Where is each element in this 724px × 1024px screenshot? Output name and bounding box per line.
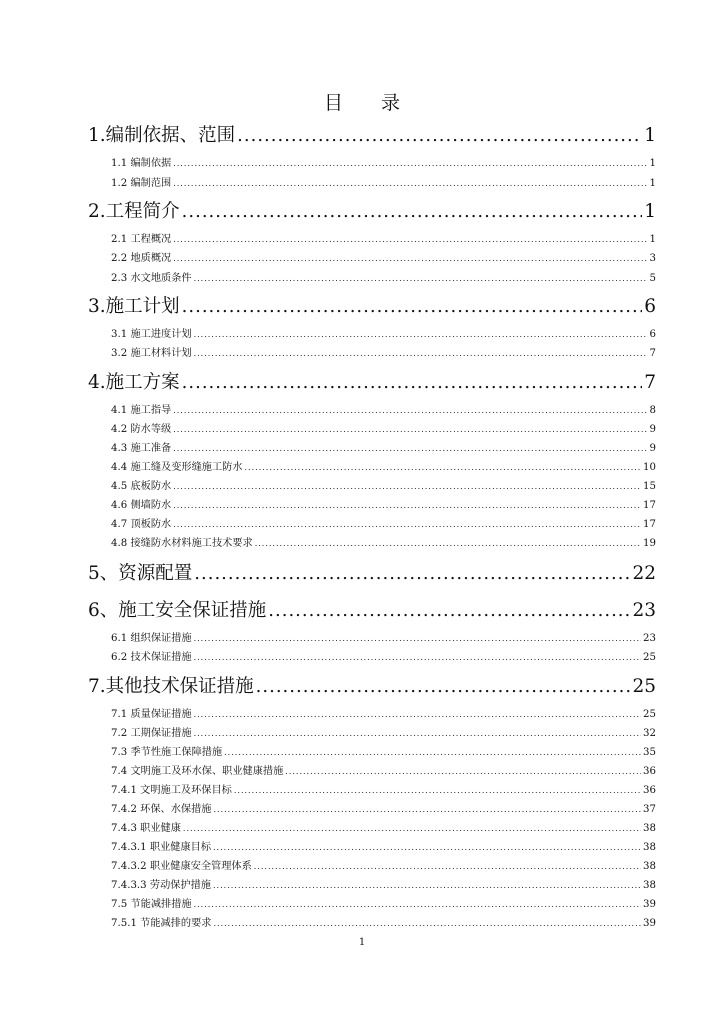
toc-entry-page: 32 <box>643 728 656 739</box>
toc-entry-text: 2.2 地质概况 <box>111 253 172 264</box>
leader-dots <box>173 404 647 418</box>
leader-dots <box>182 295 643 319</box>
toc-entry-page: 25 <box>643 652 656 663</box>
toc-entry-text: 3.2 施工材料计划 <box>111 348 192 359</box>
toc-entry-text: 2.工程简介 <box>88 201 180 222</box>
leader-dots <box>285 765 641 779</box>
toc-entry-page: 38 <box>643 861 656 872</box>
leader-dots <box>183 822 641 836</box>
toc-entry-page: 36 <box>643 785 656 796</box>
toc-entry-text: 3.施工计划 <box>88 296 180 317</box>
toc-entry-page: 22 <box>632 563 656 584</box>
leader-dots <box>213 917 641 931</box>
toc-entry-page: 25 <box>632 676 656 697</box>
toc-entry-level2[interactable] <box>111 157 656 171</box>
leader-dots <box>173 423 647 437</box>
toc-entry-text: 7.4.2 环保、水保措施 <box>111 804 212 815</box>
toc-entry-page: 39 <box>643 899 656 910</box>
toc-entry-page: 3 <box>649 253 656 264</box>
toc-entry-level2[interactable] <box>111 803 656 817</box>
leader-dots <box>173 233 647 247</box>
toc-entry-text: 7.4.3.3 劳动保护措施 <box>111 880 212 891</box>
toc-entry-page: 23 <box>643 633 656 644</box>
toc-entry-level2[interactable] <box>111 177 656 191</box>
toc-entry-text: 7.2 工期保证措施 <box>111 728 192 739</box>
toc-entry-page: 6 <box>644 296 656 317</box>
leader-dots <box>234 784 641 798</box>
toc-entry-level2[interactable] <box>111 632 656 646</box>
toc-entry-level2[interactable] <box>111 765 656 779</box>
toc-entry-level2[interactable] <box>111 879 656 893</box>
toc-entry-text: 1.1 编制依据 <box>111 158 172 169</box>
leader-dots <box>194 272 648 286</box>
toc-entry-level2[interactable] <box>111 898 656 912</box>
toc-entry-text: 7.4.3.1 职业健康目标 <box>111 842 212 853</box>
toc-entry-text: 2.1 工程概况 <box>111 234 172 245</box>
toc-entry-page: 37 <box>643 804 656 815</box>
toc-entry-level2[interactable] <box>111 860 656 874</box>
toc-entry-level2[interactable] <box>111 651 656 665</box>
toc-entry-text: 6、施工安全保证措施 <box>88 600 267 621</box>
toc-entry-level1[interactable] <box>88 371 656 395</box>
page-number: 1 <box>358 937 366 948</box>
toc-entry-text: 4.5 底板防水 <box>111 481 172 492</box>
leader-dots <box>173 480 641 494</box>
toc-entry-level2[interactable] <box>111 480 656 494</box>
toc-entry-page: 7 <box>649 348 656 359</box>
toc-entry-page: 9 <box>649 443 656 454</box>
toc-entry-page: 1 <box>649 234 656 245</box>
leader-dots <box>255 537 641 551</box>
toc-entry-level2[interactable] <box>111 272 656 286</box>
toc-entry-text: 7.4.3 职业健康 <box>111 823 181 834</box>
toc-entry-text: 1.2 编制范围 <box>111 178 172 189</box>
toc-entry-page: 15 <box>643 481 656 492</box>
toc-title: 目 录 <box>323 92 417 114</box>
toc-entry-level2[interactable] <box>111 442 656 456</box>
toc-entry-page: 1 <box>644 201 656 222</box>
leader-dots <box>194 328 648 342</box>
toc-entry-text: 7.4.1 文明施工及环保目标 <box>111 785 232 796</box>
toc-entry-page: 8 <box>649 405 656 416</box>
toc-entry-level2[interactable] <box>111 518 656 532</box>
leader-dots <box>194 898 641 912</box>
toc-entry-level2[interactable] <box>111 233 656 247</box>
toc-entry-page: 6 <box>649 329 656 340</box>
toc-entry-page: 17 <box>643 500 656 511</box>
toc-entry-text: 4.2 防水等级 <box>111 424 172 435</box>
leader-dots <box>245 461 642 475</box>
toc-entry-level2[interactable] <box>111 784 656 798</box>
toc-entry-level2[interactable] <box>111 499 656 513</box>
toc-entry-page: 35 <box>643 747 656 758</box>
toc-entry-text: 4.3 施工准备 <box>111 443 172 454</box>
leader-dots <box>194 562 630 586</box>
leader-dots <box>173 252 647 266</box>
toc-entry-text: 4.8 接缝防水材料施工技术要求 <box>111 538 253 549</box>
toc-entry-page: 23 <box>632 600 656 621</box>
leader-dots <box>224 746 641 760</box>
toc-entry-level2[interactable] <box>111 537 656 551</box>
leader-dots <box>213 841 641 855</box>
toc-entry-text: 6.1 组织保证措施 <box>111 633 192 644</box>
toc-entry-level2[interactable] <box>111 461 656 475</box>
leader-dots <box>173 442 647 456</box>
leader-dots <box>173 157 647 171</box>
leader-dots <box>194 632 641 646</box>
toc-entry-level1[interactable] <box>88 562 656 586</box>
toc-entry-level2[interactable] <box>111 404 656 418</box>
toc-entry-page: 39 <box>643 918 656 929</box>
toc-entry-level1[interactable] <box>88 200 656 224</box>
leader-dots <box>254 860 641 874</box>
toc-entry-text: 4.1 施工指导 <box>111 405 172 416</box>
toc-entry-level2[interactable] <box>111 347 656 361</box>
toc-entry-level2[interactable] <box>111 841 656 855</box>
leader-dots <box>194 651 641 665</box>
leader-dots <box>213 879 641 893</box>
toc-entry-text: 1.编制依据、范围 <box>88 125 236 146</box>
toc-entry-text: 4.6 侧墙防水 <box>111 500 172 511</box>
toc-entry-level1[interactable] <box>88 675 656 699</box>
toc-entry-text: 4.4 施工缝及变形缝施工防水 <box>111 462 243 473</box>
toc-entry-page: 7 <box>644 372 656 393</box>
toc-entry-text: 7.4.3.2 职业健康安全管理体系 <box>111 861 252 872</box>
toc-entry-level2[interactable] <box>111 423 656 437</box>
leader-dots <box>194 347 648 361</box>
toc-entry-level2[interactable] <box>111 727 656 741</box>
toc-entry-text: 6.2 技术保证措施 <box>111 652 192 663</box>
toc-entry-level2[interactable] <box>111 822 656 836</box>
leader-dots <box>182 200 643 224</box>
toc-entry-level2[interactable] <box>111 746 656 760</box>
toc-entry-level1[interactable] <box>88 295 656 319</box>
toc-entry-text: 7.4 文明施工及环水保、职业健康措施 <box>111 766 284 777</box>
toc-entry-page: 1 <box>644 125 656 146</box>
toc-entry-text: 4.7 顶板防水 <box>111 519 172 530</box>
leader-dots <box>173 518 641 532</box>
toc-entry-text: 5、资源配置 <box>88 563 193 584</box>
leader-dots <box>194 727 641 741</box>
leader-dots <box>173 499 641 513</box>
toc-entry-page: 38 <box>643 842 656 853</box>
toc-entry-page: 9 <box>649 424 656 435</box>
leader-dots <box>268 599 630 623</box>
toc-entry-page: 10 <box>643 462 656 473</box>
toc-entry-page: 17 <box>643 519 656 530</box>
toc-entry-text: 7.1 质量保证措施 <box>111 709 192 720</box>
toc-entry-page: 1 <box>649 178 656 189</box>
toc-entry-page: 19 <box>643 538 656 549</box>
leader-dots <box>173 177 647 191</box>
toc-entry-text: 7.5 节能减排措施 <box>111 899 192 910</box>
toc-entry-level2[interactable] <box>111 708 656 722</box>
toc-entry-text: 7.5.1 节能减排的要求 <box>111 918 212 929</box>
toc-entry-page: 5 <box>649 273 656 284</box>
toc-entry-text: 4.施工方案 <box>88 372 180 393</box>
toc-entry-page: 1 <box>649 158 656 169</box>
leader-dots <box>213 803 641 817</box>
toc-entry-page: 25 <box>643 709 656 720</box>
toc-entry-text: 3.1 施工进度计划 <box>111 329 192 340</box>
toc-entry-page: 38 <box>643 880 656 891</box>
toc-entry-level2[interactable] <box>111 328 656 342</box>
toc-entry-text: 2.3 水文地质条件 <box>111 273 192 284</box>
toc-entry-text: 7.3 季节性施工保障措施 <box>111 747 223 758</box>
toc-entry-page: 38 <box>643 823 656 834</box>
leader-dots <box>194 708 641 722</box>
toc-entry-level1[interactable] <box>88 599 656 623</box>
toc-entry-page: 36 <box>643 766 656 777</box>
toc-entry-level1[interactable] <box>88 124 656 148</box>
toc-entry-text: 7.其他技术保证措施 <box>88 676 254 697</box>
leader-dots <box>256 675 631 699</box>
toc-entry-level2[interactable] <box>111 252 656 266</box>
toc-entry-level2[interactable] <box>111 917 656 931</box>
leader-dots <box>182 371 643 395</box>
leader-dots <box>237 124 642 148</box>
